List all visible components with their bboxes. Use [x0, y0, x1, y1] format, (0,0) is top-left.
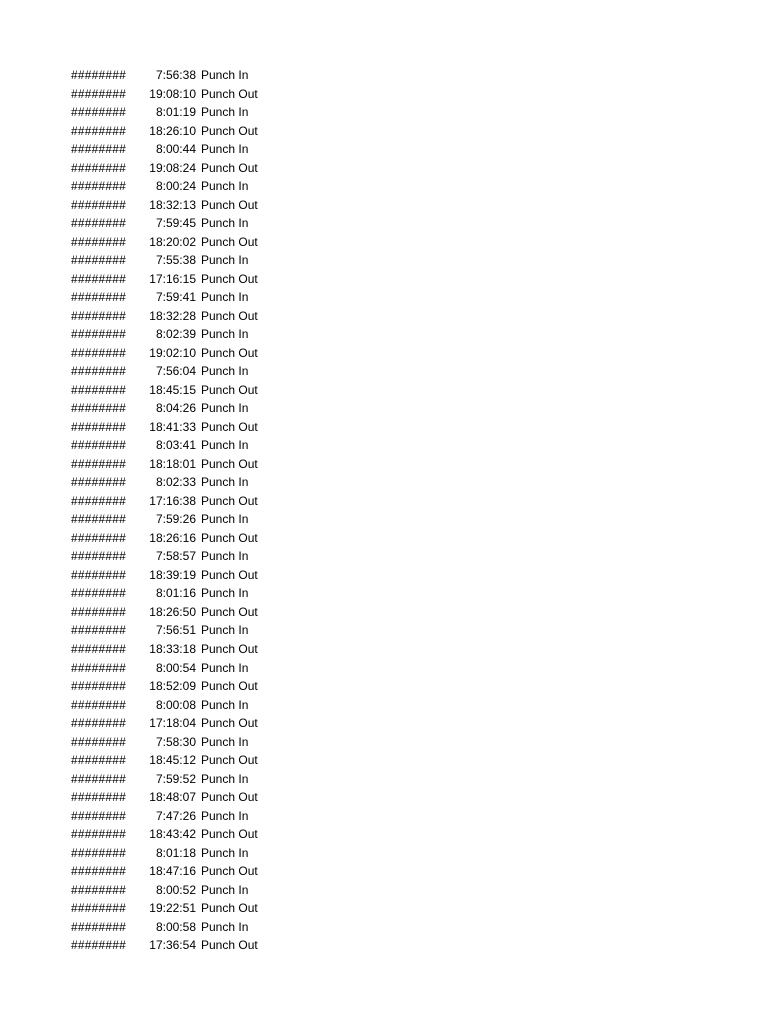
- punch-type-cell: Punch In: [201, 179, 249, 194]
- date-cell: ########: [71, 845, 126, 860]
- time-cell: 17:18:04: [149, 716, 196, 731]
- punch-type-cell: Punch In: [201, 290, 249, 305]
- date-cell: ########: [71, 197, 126, 212]
- punch-type-cell: Punch In: [201, 549, 249, 564]
- punch-type-cell: Punch In: [201, 586, 249, 601]
- punch-type-cell: Punch Out: [201, 419, 258, 434]
- date-cell: ########: [71, 382, 126, 397]
- punch-type-cell: Punch Out: [201, 456, 258, 471]
- time-cell: 8:00:44: [155, 142, 196, 157]
- time-cell: 7:59:52: [155, 771, 196, 786]
- date-cell: ########: [71, 771, 126, 786]
- time-cell: 8:00:24: [155, 179, 196, 194]
- time-cell: 18:26:16: [149, 530, 196, 545]
- date-cell: ########: [71, 679, 126, 694]
- time-cell: 8:01:19: [155, 105, 196, 120]
- date-cell: ########: [71, 623, 126, 638]
- time-cell: 7:58:30: [155, 734, 196, 749]
- time-cell: 7:59:41: [155, 290, 196, 305]
- time-cell: 18:32:28: [149, 308, 196, 323]
- date-cell: ########: [71, 290, 126, 305]
- punch-type-cell: Punch Out: [201, 901, 258, 916]
- date-cell: ########: [71, 456, 126, 471]
- time-cell: 19:22:51: [149, 901, 196, 916]
- date-cell: ########: [71, 160, 126, 175]
- date-cell: ########: [71, 660, 126, 675]
- time-cell: 19:02:10: [149, 345, 196, 360]
- date-cell: ########: [71, 438, 126, 453]
- time-cell: 7:55:38: [155, 253, 196, 268]
- punch-type-cell: Punch In: [201, 475, 249, 490]
- punch-type-cell: Punch Out: [201, 197, 258, 212]
- time-cell: 19:08:10: [149, 86, 196, 101]
- date-cell: ########: [71, 901, 126, 916]
- time-cell: 7:59:26: [155, 512, 196, 527]
- punch-type-cell: Punch In: [201, 808, 249, 823]
- date-cell: ########: [71, 68, 126, 82]
- time-cell: 8:01:16: [155, 586, 196, 601]
- punch-type-cell: Punch In: [201, 68, 249, 82]
- time-cell: 8:04:26: [155, 401, 196, 416]
- punch-type-cell: Punch In: [201, 142, 249, 157]
- punch-type-cell: Punch In: [201, 401, 249, 416]
- date-cell: ########: [71, 401, 126, 416]
- time-cell: 18:48:07: [149, 790, 196, 805]
- date-cell: ########: [71, 734, 126, 749]
- punch-type-cell: Punch Out: [201, 493, 258, 508]
- time-cell: 8:02:33: [155, 475, 196, 490]
- date-cell: ########: [71, 216, 126, 231]
- time-cell: 18:52:09: [149, 679, 196, 694]
- punch-type-cell: Punch In: [201, 438, 249, 453]
- punch-type-cell: Punch Out: [201, 308, 258, 323]
- time-cell: 8:00:52: [155, 882, 196, 897]
- time-cell: 7:47:26: [155, 808, 196, 823]
- punch-type-cell: Punch Out: [201, 234, 258, 249]
- time-cell: 7:58:57: [155, 549, 196, 564]
- date-cell: ########: [71, 697, 126, 712]
- time-cell: 7:56:51: [155, 623, 196, 638]
- punch-type-cell: Punch In: [201, 105, 249, 120]
- punch-type-cell: Punch In: [201, 845, 249, 860]
- time-cell: 8:00:54: [155, 660, 196, 675]
- time-cell: 18:39:19: [149, 567, 196, 582]
- punch-type-cell: Punch Out: [201, 641, 258, 656]
- time-cell: 7:56:04: [155, 364, 196, 379]
- date-cell: ########: [71, 327, 126, 342]
- punch-type-cell: Punch In: [201, 734, 249, 749]
- date-cell: ########: [71, 234, 126, 249]
- time-cell: 18:20:02: [149, 234, 196, 249]
- date-cell: ########: [71, 530, 126, 545]
- punch-type-cell: Punch Out: [201, 271, 258, 286]
- punch-type-cell: Punch In: [201, 364, 249, 379]
- time-cell: 8:00:08: [155, 697, 196, 712]
- punch-type-cell: Punch Out: [201, 716, 258, 731]
- time-cell: 8:03:41: [155, 438, 196, 453]
- date-cell: ########: [71, 419, 126, 434]
- date-cell: ########: [71, 864, 126, 879]
- date-cell: ########: [71, 142, 126, 157]
- punch-type-cell: Punch Out: [201, 864, 258, 879]
- date-cell: ########: [71, 938, 126, 953]
- time-cell: 18:26:10: [149, 123, 196, 138]
- punch-type-cell: Punch In: [201, 623, 249, 638]
- time-cell: 18:18:01: [149, 456, 196, 471]
- punch-type-cell: Punch Out: [201, 604, 258, 619]
- time-cell: 8:00:58: [155, 919, 196, 934]
- date-cell: ########: [71, 753, 126, 768]
- punch-type-cell: Punch Out: [201, 86, 258, 101]
- punch-type-cell: Punch In: [201, 253, 249, 268]
- date-cell: ########: [71, 364, 126, 379]
- time-cell: 18:41:33: [149, 419, 196, 434]
- punch-type-cell: Punch Out: [201, 530, 258, 545]
- time-cell: 7:56:38: [155, 68, 196, 82]
- punch-type-cell: Punch Out: [201, 567, 258, 582]
- time-cell: 18:45:12: [149, 753, 196, 768]
- time-cell: 17:16:38: [149, 493, 196, 508]
- time-cell: 18:26:50: [149, 604, 196, 619]
- date-cell: ########: [71, 475, 126, 490]
- date-cell: ########: [71, 882, 126, 897]
- date-cell: ########: [71, 604, 126, 619]
- punch-type-cell: Punch Out: [201, 160, 258, 175]
- punch-type-cell: Punch In: [201, 216, 249, 231]
- punch-type-cell: Punch Out: [201, 827, 258, 842]
- time-cell: 18:43:42: [149, 827, 196, 842]
- date-cell: ########: [71, 641, 126, 656]
- punch-type-cell: Punch In: [201, 512, 249, 527]
- punch-type-cell: Punch Out: [201, 679, 258, 694]
- date-cell: ########: [71, 345, 126, 360]
- time-cell: 8:01:18: [155, 845, 196, 860]
- punch-type-cell: Punch Out: [201, 753, 258, 768]
- date-cell: ########: [71, 512, 126, 527]
- time-cell: 18:45:15: [149, 382, 196, 397]
- date-cell: ########: [71, 105, 126, 120]
- time-cell: 8:02:39: [155, 327, 196, 342]
- date-cell: ########: [71, 549, 126, 564]
- time-cell: 19:08:24: [149, 160, 196, 175]
- date-cell: ########: [71, 271, 126, 286]
- date-cell: ########: [71, 308, 126, 323]
- date-cell: ########: [71, 586, 126, 601]
- punch-type-cell: Punch In: [201, 327, 249, 342]
- date-cell: ########: [71, 808, 126, 823]
- date-cell: ########: [71, 123, 126, 138]
- time-cell: 18:47:16: [149, 864, 196, 879]
- punch-type-cell: Punch In: [201, 919, 249, 934]
- date-cell: ########: [71, 790, 126, 805]
- punch-type-cell: Punch Out: [201, 345, 258, 360]
- date-cell: ########: [71, 919, 126, 934]
- date-cell: ########: [71, 179, 126, 194]
- punch-type-cell: Punch In: [201, 660, 249, 675]
- punch-type-cell: Punch Out: [201, 382, 258, 397]
- date-cell: ########: [71, 86, 126, 101]
- date-cell: ########: [71, 567, 126, 582]
- punch-type-cell: Punch In: [201, 882, 249, 897]
- time-cell: 18:32:13: [149, 197, 196, 212]
- date-cell: ########: [71, 253, 126, 268]
- punch-type-cell: Punch In: [201, 697, 249, 712]
- time-cell: 17:36:54: [149, 938, 196, 953]
- date-cell: ########: [71, 827, 126, 842]
- date-cell: ########: [71, 493, 126, 508]
- date-cell: ########: [71, 716, 126, 731]
- punch-type-cell: Punch Out: [201, 790, 258, 805]
- time-cell: 18:33:18: [149, 641, 196, 656]
- punch-type-cell: Punch Out: [201, 123, 258, 138]
- punch-type-cell: Punch In: [201, 771, 249, 786]
- time-cell: 7:59:45: [155, 216, 196, 231]
- punch-type-cell: Punch Out: [201, 938, 258, 953]
- time-cell: 17:16:15: [149, 271, 196, 286]
